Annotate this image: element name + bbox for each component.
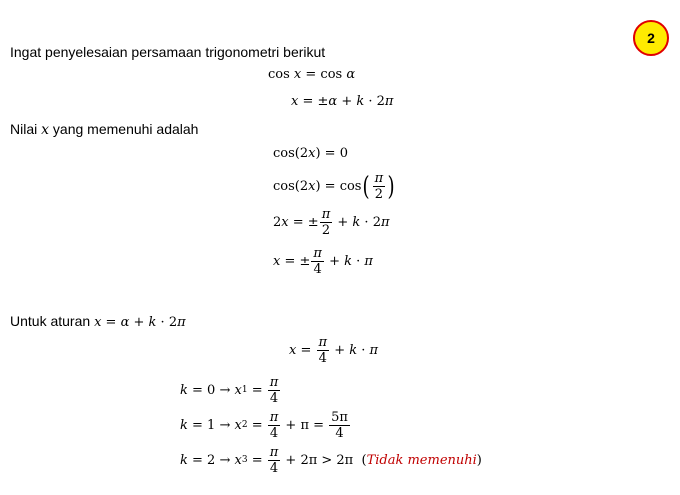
fraction: $\frac{\pi}{2}$ [374, 171, 384, 202]
fraction: $\frac{\pi}{4}$ [269, 410, 279, 441]
fraction: $\frac{\pi}{4}$ [318, 335, 328, 366]
case-k2: k = 2 → x 3 = $\frac{\pi}{4}$ + 2π > 2π ( Tidak memenuhi ) [180, 445, 482, 476]
fraction: $\frac{\pi}{4}$ [269, 375, 279, 406]
nilai-text: Nilai x yang memenuhi adalah [10, 121, 199, 138]
fraction: $\frac{5\pi}{4}$ [331, 410, 348, 441]
fraction: $\frac{\pi}{4}$ [313, 246, 322, 277]
fraction: $\frac{\pi}{4}$ [269, 445, 279, 476]
case-k1: k = 1 → x 2 = $\frac{\pi}{4}$ + π = $\frac{5\pi}{4}$ [180, 410, 348, 441]
rule-formula: x = $\frac{\pi}{4}$ + k · π [289, 335, 379, 366]
number-badge [633, 20, 669, 56]
case-k0: k = 0 → x 1 = $\frac{\pi}{4}$ [180, 375, 279, 406]
step-1: cos(2 x ) = 0 [273, 146, 348, 161]
badge-number: 2 [647, 30, 655, 46]
formula-general: x = ± α + k · 2 π [291, 94, 394, 109]
formula-cos: cos x = cos α [268, 67, 356, 82]
intro-text: Ingat penyelesaian persamaan trigonometri berikut [10, 44, 326, 60]
step-3: 2 x = ± $\frac{\pi}{2}$ + k · 2 π [273, 207, 390, 238]
untuk-text: Untuk aturan x = α + k · 2π [10, 313, 186, 330]
step-4: x = ± $\frac{\pi}{4}$ + k · π [273, 246, 373, 277]
fraction: $\frac{\pi}{2}$ [321, 207, 331, 238]
not-satisfied-note: Tidak memenuhi [366, 453, 477, 468]
step-2: cos(2 x ) = cos ( $\frac{\pi}{2}$ ) [273, 171, 395, 202]
